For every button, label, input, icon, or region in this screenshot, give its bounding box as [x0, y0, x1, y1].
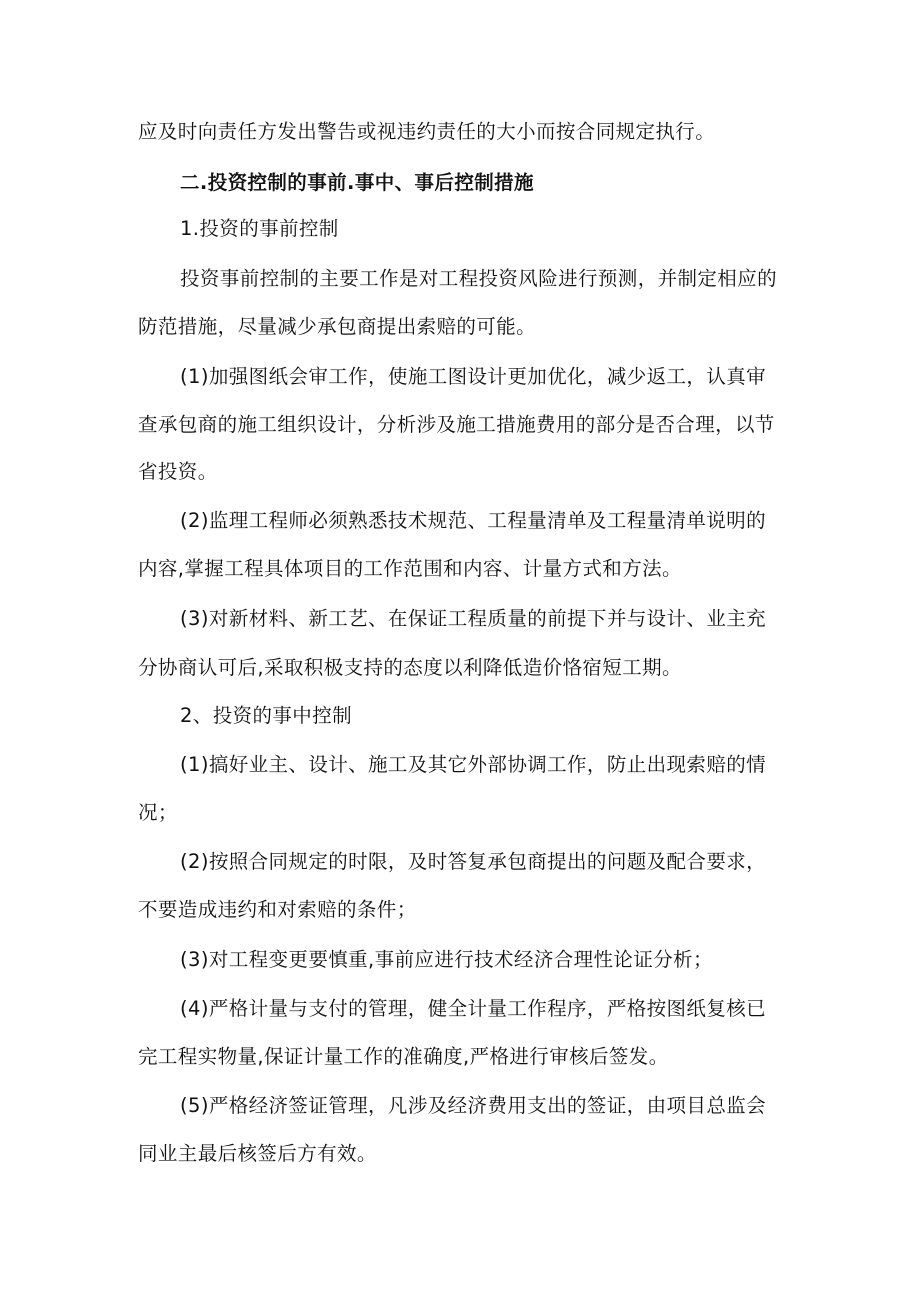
text-line: (1)搞好业主、设计、施工及其它外部协调工作，防止出现索赔的情 [180, 753, 767, 776]
text-line: (2)按照合同规定的时限，及时答复承包商提出的问题及配合要求， [180, 850, 767, 873]
text-line: 分协商认可后,采取积极支持的态度以利降低造价恪宿短工期。 [138, 656, 682, 679]
text-line: (3)对工程变更要慎重,事前应进行技术经济合理性论证分析； [180, 948, 713, 971]
text-line: 防范措施，尽量减少承包商提出索赔的可能。 [138, 315, 537, 338]
text-line: 内容,掌握工程具体项目的工作范围和内容、计量方式和方法。 [138, 557, 682, 580]
text-line: (5)严格经济签证管理，凡涉及经济费用支出的签证，由项目总监会 [180, 1094, 767, 1117]
text-line: 同业主最后核签后方有效。 [138, 1142, 377, 1165]
text-line: (3)对新材料、新工艺、在保证工程质量的前提下并与设计、业主充 [180, 607, 767, 630]
text-line: 查承包商的施工组织设计，分析涉及施工措施费用的部分是否合理，以节 [138, 413, 775, 436]
text-line: (4)严格计量与支付的管理，健全计量工作程序，严格按图纸复核已 [180, 997, 767, 1020]
text-line: (2)监理工程师必须熟悉技术规范、工程量清单及工程量清单说明的 [180, 509, 767, 532]
text-line: 投资事前控制的主要工作是对工程投资风险进行预测，并制定相应的 [180, 267, 778, 290]
section-heading: 二.投资控制的事前.事中、事后控制措施 [180, 171, 534, 194]
text-line: 应及时向责任方发出警告或视违约责任的大小而按合同规定执行。 [138, 120, 716, 143]
subsection-heading: 2、投资的事中控制 [180, 704, 353, 727]
text-line: (1)加强图纸会审工作，使施工图设计更加优化，减少返工，认真审 [180, 365, 767, 388]
subsection-heading: 1.投资的事前控制 [180, 217, 339, 240]
text-line: 不要造成违约和对索赔的条件； [138, 898, 417, 921]
text-line: 省投资。 [138, 460, 218, 483]
text-line: 况； [138, 801, 178, 824]
text-line: 完工程实物量,保证计量工作的准确度,严格进行审核后签发。 [138, 1045, 669, 1068]
